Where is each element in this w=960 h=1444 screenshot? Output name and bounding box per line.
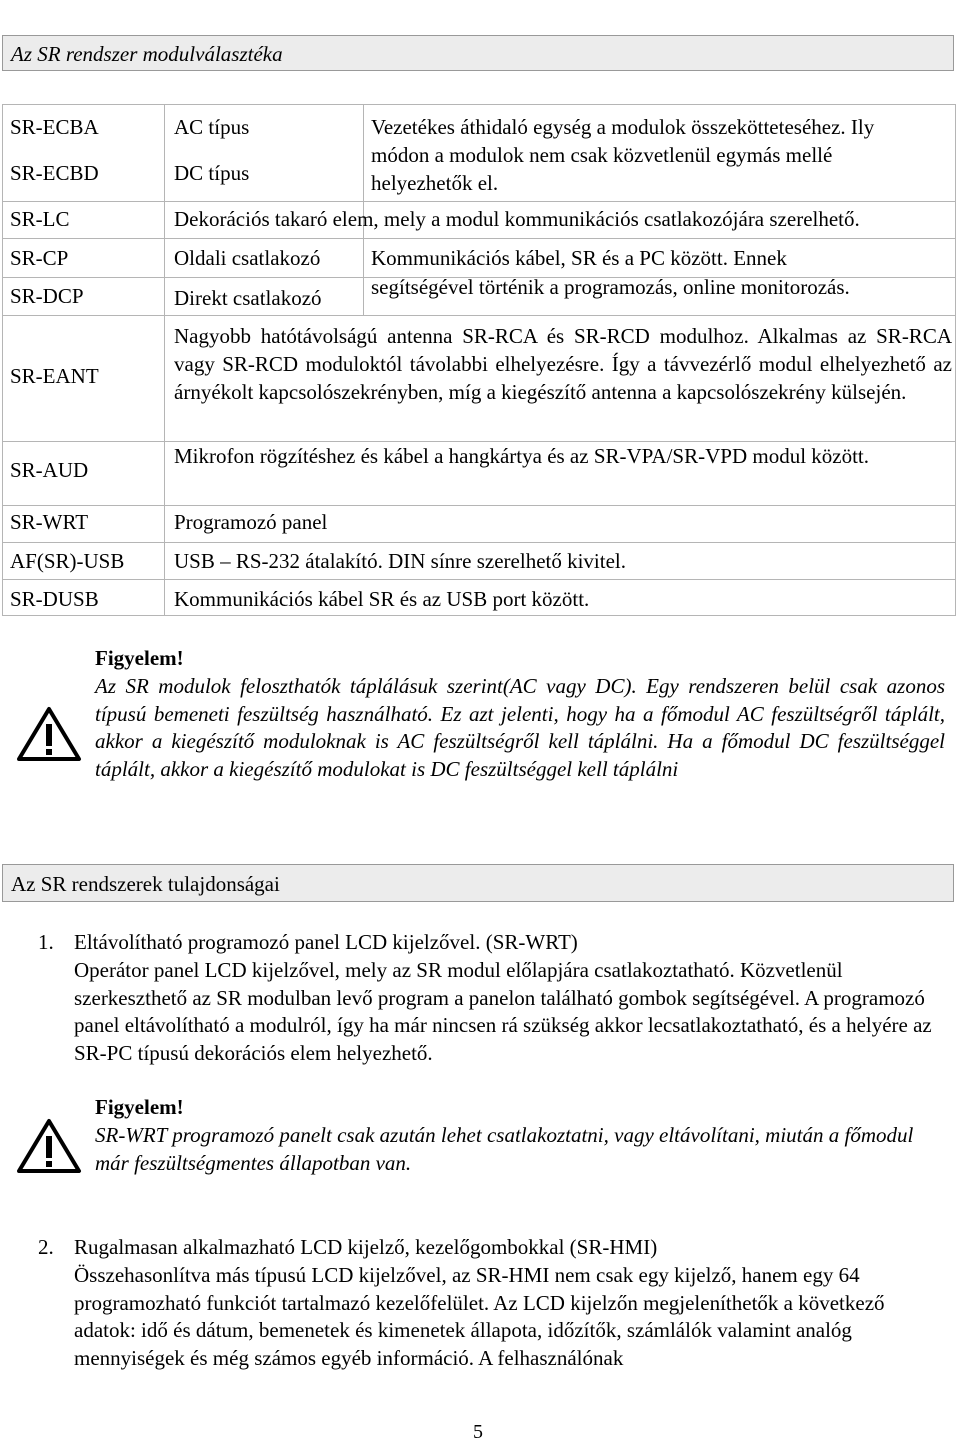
- warning-text: SR-WRT programozó panelt csak azután lehet csatlakoztatni, vagy eltávolítani, miután a főmodul már feszültségmentes állapotban van.: [95, 1123, 914, 1175]
- table-divider: [3, 201, 955, 202]
- module-desc: Vezetékes áthidaló egység a modulok összekötteteséhez. Ily: [371, 115, 875, 139]
- module-code: SR-DUSB: [10, 587, 99, 611]
- table-column-divider: [164, 105, 165, 615]
- section-title: Az SR rendszerek tulajdonságai: [11, 872, 280, 896]
- warning-text: Az SR modulok feloszthatók táplálásuk szerint(AC vagy DC). Egy rendszeren belül csak azonos típusú bemeneti feszültség használható. Ez azt jelenti, hogy ha a főmodul AC feszültségről táplált, akkor a kiegészítő moduloknak is AC feszültségről kell táplálni. Ha a főmodul DC feszültséggel táplált, akkor a kiegészítő modulokat is DC feszültséggel kell táplálni: [95, 674, 945, 781]
- warning-title: Figyelem!: [95, 646, 184, 670]
- section-title: Az SR rendszer modulválasztéka: [11, 42, 283, 66]
- module-desc: Dekorációs takaró elem, mely a modul kommunikációs csatlakozójára szerelhető.: [174, 207, 860, 231]
- module-type: Oldali csatlakozó: [174, 246, 321, 270]
- module-code: SR-EANT: [10, 364, 99, 388]
- table-divider: [3, 542, 955, 543]
- module-code: AF(SR)-USB: [10, 549, 125, 573]
- warning-triangle-icon: [16, 706, 82, 762]
- list-item-heading: Rugalmasan alkalmazható LCD kijelző, kezelőgombokkal (SR-HMI): [74, 1235, 658, 1259]
- list-item-body: Összehasonlítva más típusú LCD kijelzővel, az SR-HMI nem csak egy kijelző, hanem egy 64 programozható funkciót tartalmazó kezelőfelület. Az LCD kijelzőn megjeleníthetők a következő adatok: idő és dátum, bemenetek és kimenetek állapota, időzítők, számlálók valamint analóg mennyiségek és még számos egyéb információ. A felhasználónak: [74, 1263, 885, 1370]
- module-type: DC típus: [174, 161, 250, 185]
- module-code: SR-LC: [10, 207, 70, 231]
- module-code: SR-ECBA: [10, 115, 99, 139]
- module-type: Direkt csatlakozó: [174, 286, 322, 310]
- list-item-number: 1.: [38, 930, 54, 954]
- module-type: AC típus: [174, 115, 250, 139]
- section-header-properties: [2, 864, 954, 902]
- table-divider: [3, 315, 955, 316]
- module-desc: Kommunikációs kábel SR és az USB port között.: [174, 587, 590, 611]
- module-desc: Programozó panel: [174, 510, 328, 534]
- module-code: SR-ECBD: [10, 161, 99, 185]
- module-desc: Nagyobb hatótávolságú antenna SR-RCA és SR-RCD modulhoz. Alkalmas az SR-RCA vagy SR-RCD moduloktól távolabbi elhelyezésre. Így a távvezérlő modul elhelyezhető az árnyékolt kapcsolószekrényben, míg a kiegészítő antenna a kapcsolószekrény külsején.: [174, 324, 952, 404]
- module-desc: Kommunikációs kábel, SR és a PC között. Ennek: [371, 246, 787, 270]
- module-table: [2, 104, 956, 616]
- module-desc: Mikrofon rögzítéshez és kábel a hangkártya és az SR-VPA/SR-VPD modul között.: [174, 444, 870, 468]
- module-desc: segítségével történik a programozás, online monitorozás.: [371, 275, 850, 299]
- module-code: SR-DCP: [10, 284, 84, 308]
- page-number: 5: [473, 1421, 483, 1443]
- section-header-modules: [2, 35, 954, 71]
- module-desc: USB – RS-232 átalakító. DIN sínre szerelhető kivitel.: [174, 549, 627, 573]
- warning-triangle-icon: [16, 1118, 82, 1174]
- list-item-number: 2.: [38, 1235, 54, 1259]
- module-code: SR-CP: [10, 246, 69, 270]
- module-code: SR-WRT: [10, 510, 89, 534]
- table-divider: [3, 238, 955, 239]
- table-divider: [3, 505, 955, 506]
- warning-title: Figyelem!: [95, 1095, 184, 1119]
- list-item-heading: Eltávolítható programozó panel LCD kijelzővel. (SR-WRT): [74, 930, 578, 954]
- module-code: SR-AUD: [10, 458, 89, 482]
- module-desc: módon a modulok nem csak közvetlenül egymás mellé helyezhetők el.: [371, 143, 833, 195]
- list-item-body: Operátor panel LCD kijelzővel, mely az SR modul előlapjára csatlakoztatható. Közvetlenül szerkeszthető az SR modulban levő program a panelon található gombok segítségével. A programozó panel eltávolítható a modulról, így ha már nincsen rá szükség akkor lecsatlakoztatható, és a helyére az SR-PC típusú dekorációs elem helyezhető.: [74, 958, 932, 1065]
- table-divider: [3, 579, 955, 580]
